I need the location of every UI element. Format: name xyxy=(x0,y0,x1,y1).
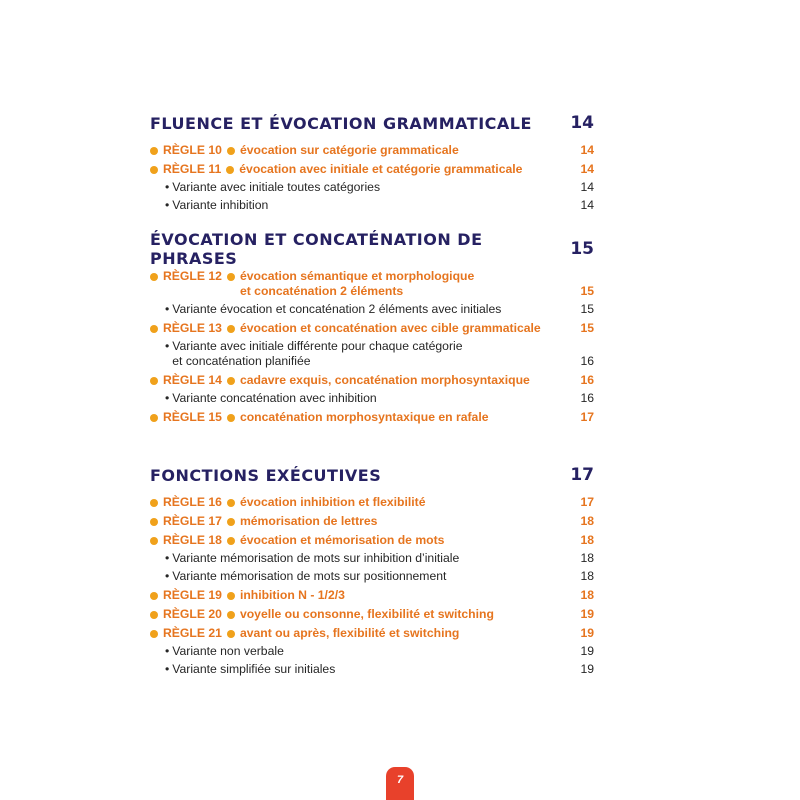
toc-rule-entry[interactable] xyxy=(150,607,594,622)
rule-label: RÈGLE 16 xyxy=(163,495,222,509)
bullet-dot-icon xyxy=(227,377,235,385)
section-page-number: 17 xyxy=(570,465,594,485)
rule-label: RÈGLE 18 xyxy=(163,533,222,547)
rule-label: RÈGLE 12 xyxy=(163,269,222,283)
bullet-dot-icon xyxy=(227,518,235,526)
bullet-dot-icon xyxy=(227,592,235,600)
rule-title: concaténation morphosyntaxique en rafale xyxy=(239,410,489,424)
bullet-dot-icon xyxy=(227,499,235,507)
rule-title: évocation sémantique et morphologique et concaténation 2 éléments xyxy=(239,269,475,298)
section-title: FLUENCE ET ÉVOCATION GRAMMATICALE xyxy=(150,113,532,133)
bullet: • xyxy=(165,569,170,583)
bullet-dot-icon xyxy=(227,147,235,155)
bullet: • xyxy=(165,391,170,405)
rule-label: RÈGLE 10 xyxy=(163,143,222,157)
entry-page-number: 18 xyxy=(580,533,594,547)
entry-page-number: 16 xyxy=(580,373,594,387)
bullet-dot-icon xyxy=(150,325,158,333)
bullet: • xyxy=(165,644,170,658)
variant-title: Variante inhibition xyxy=(172,198,269,212)
entry-page-number: 14 xyxy=(580,198,594,212)
rule-label: RÈGLE 19 xyxy=(163,588,222,602)
toc-rule-entry[interactable] xyxy=(150,410,594,425)
variant-title: Variante avec initiale toutes catégories xyxy=(172,180,381,194)
section-title: ÉVOCATION ET CONCATÉNATION DE PHRASES xyxy=(150,230,483,268)
variant-title: Variante mémorisation de mots sur positionnement xyxy=(172,569,447,583)
rule-label: RÈGLE 21 xyxy=(163,626,222,640)
bullet-dot-icon xyxy=(150,273,158,281)
toc-rule-entry[interactable] xyxy=(150,162,594,177)
bullet-dot-icon xyxy=(150,377,158,385)
toc-rule-entry[interactable] xyxy=(150,514,594,529)
section-page-number: 14 xyxy=(570,113,594,133)
section-title-row xyxy=(150,464,594,486)
rule-title: évocation et concaténation avec cible grammaticale xyxy=(239,321,541,335)
bullet-dot-icon xyxy=(227,273,235,281)
variant-title: Variante mémorisation de mots sur inhibition d’initiale xyxy=(172,551,460,565)
section-title-row xyxy=(150,112,594,134)
rule-label: RÈGLE 11 xyxy=(163,162,222,176)
rule-label: RÈGLE 17 xyxy=(163,514,222,528)
rule-label: RÈGLE 13 xyxy=(163,321,222,335)
bullet-dot-icon xyxy=(227,611,235,619)
toc-rule-entry[interactable] xyxy=(150,143,594,158)
bullet-dot-icon xyxy=(150,414,158,422)
entry-page-number: 18 xyxy=(580,514,594,528)
variant-title: Variante évocation et concaténation 2 éléments avec initiales xyxy=(172,302,502,316)
page-number-tab xyxy=(386,767,414,800)
bullet-dot-icon xyxy=(150,499,158,507)
entry-page-number: 18 xyxy=(580,551,594,565)
toc-rule-entry[interactable] xyxy=(150,588,594,603)
rule-title: évocation avec initiale et catégorie grammaticale xyxy=(239,162,523,176)
toc-variant-entry[interactable] xyxy=(150,551,594,566)
entry-page-number: 17 xyxy=(580,495,594,509)
entry-page-number: 15 xyxy=(580,302,594,316)
bullet-dot-icon xyxy=(150,537,158,545)
toc-rule-entry[interactable] xyxy=(150,495,594,510)
variant-title: Variante simplifiée sur initiales xyxy=(172,662,336,676)
bullet-dot-icon xyxy=(227,537,235,545)
entry-page-number: 19 xyxy=(580,662,594,676)
entry-page-number: 18 xyxy=(580,588,594,602)
entry-page-number: 16 xyxy=(580,354,594,368)
entry-page-number: 19 xyxy=(580,644,594,658)
toc-variant-entry[interactable] xyxy=(150,569,594,584)
bullet: • xyxy=(165,302,170,316)
toc-section xyxy=(150,112,594,213)
rule-title: voyelle ou consonne, flexibilité et switching xyxy=(239,607,494,621)
toc-section xyxy=(150,230,594,425)
bullet: • xyxy=(165,180,170,194)
bullet-dot-icon xyxy=(150,630,158,638)
entry-page-number: 14 xyxy=(580,143,594,157)
toc-rule-entry[interactable] xyxy=(150,373,594,388)
rule-title: évocation sur catégorie grammaticale xyxy=(239,143,459,157)
toc-variant-entry[interactable] xyxy=(150,302,594,317)
entry-page-number: 18 xyxy=(580,569,594,583)
entry-page-number: 19 xyxy=(580,626,594,640)
bullet-dot-icon xyxy=(150,166,158,174)
page-number: 7 xyxy=(396,774,404,786)
section-title-row xyxy=(150,230,594,268)
bullet-dot-icon xyxy=(227,325,235,333)
variant-title: Variante avec initiale différente pour chaque catégorie et concaténation planifiée xyxy=(172,339,463,368)
variant-title: Variante concaténation avec inhibition xyxy=(172,391,377,405)
rule-label: RÈGLE 20 xyxy=(163,607,222,621)
toc-variant-entry[interactable] xyxy=(150,339,594,369)
bullet: • xyxy=(165,339,170,353)
toc-rule-entry[interactable] xyxy=(150,533,594,548)
bullet: • xyxy=(165,662,170,676)
toc-rule-entry[interactable] xyxy=(150,269,594,299)
entry-page-number: 15 xyxy=(580,321,594,335)
toc-rule-entry[interactable] xyxy=(150,321,594,336)
section-page-number: 15 xyxy=(570,239,594,259)
toc-rule-entry[interactable] xyxy=(150,626,594,641)
rule-label: RÈGLE 14 xyxy=(163,373,222,387)
rule-title: inhibition N - 1/2/3 xyxy=(239,588,345,602)
bullet-dot-icon xyxy=(150,592,158,600)
rule-title: avant ou après, flexibilité et switching xyxy=(239,626,460,640)
rule-title: cadavre exquis, concaténation morphosyntaxique xyxy=(239,373,530,387)
entry-page-number: 15 xyxy=(580,284,594,298)
entry-page-number: 17 xyxy=(580,410,594,424)
rule-title: évocation inhibition et flexibilité xyxy=(239,495,426,509)
toc-variant-entry[interactable] xyxy=(150,198,594,213)
bullet-dot-icon xyxy=(226,166,234,174)
rule-label: RÈGLE 15 xyxy=(163,410,222,424)
bullet-dot-icon xyxy=(150,518,158,526)
bullet-dot-icon xyxy=(227,414,235,422)
entry-page-number: 14 xyxy=(580,162,594,176)
rule-title: mémorisation de lettres xyxy=(239,514,378,528)
bullet: • xyxy=(165,551,170,565)
variant-title: Variante non verbale xyxy=(172,644,284,658)
toc-variant-entry[interactable] xyxy=(150,180,594,195)
entry-page-number: 19 xyxy=(580,607,594,621)
section-title: FONCTIONS EXÉCUTIVES xyxy=(150,465,382,485)
bullet: • xyxy=(165,198,170,212)
bullet-dot-icon xyxy=(227,630,235,638)
entry-page-number: 16 xyxy=(580,391,594,405)
bullet-dot-icon xyxy=(150,147,158,155)
toc-variant-entry[interactable] xyxy=(150,391,594,406)
toc-variant-entry[interactable] xyxy=(150,662,594,677)
entry-page-number: 14 xyxy=(580,180,594,194)
toc-variant-entry[interactable] xyxy=(150,644,594,659)
bullet-dot-icon xyxy=(150,611,158,619)
toc-section xyxy=(150,464,594,677)
rule-title: évocation et mémorisation de mots xyxy=(239,533,445,547)
